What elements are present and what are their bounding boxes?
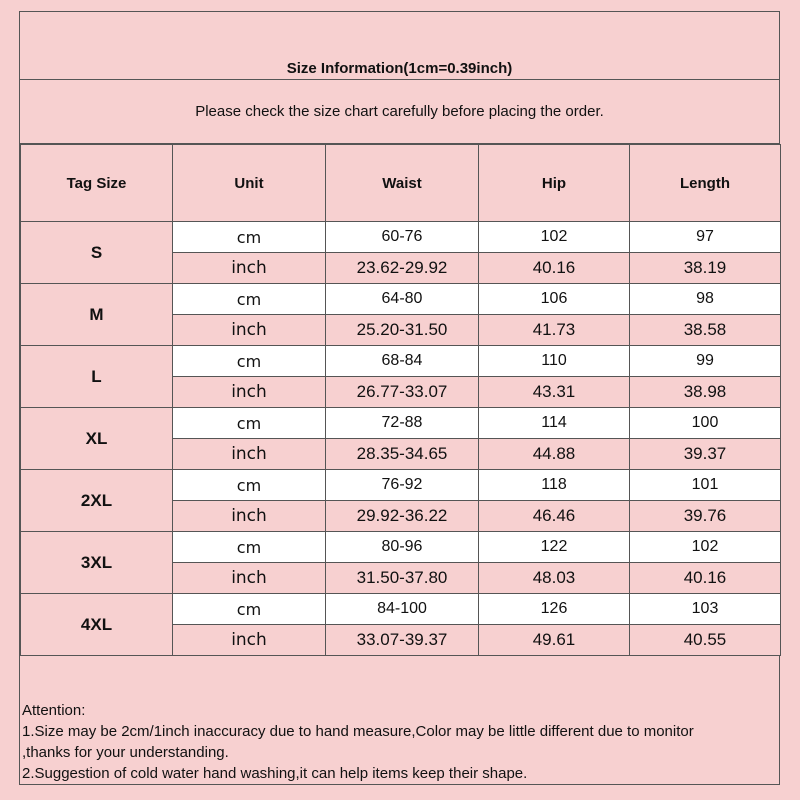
unit-cell: cm [173, 470, 326, 501]
header-length: Length [630, 145, 781, 222]
hip-cell: 110 [479, 346, 630, 377]
waist-cell: 68-84 [326, 346, 479, 377]
tag-size-cell: XL [21, 408, 173, 470]
attention-notes [22, 700, 778, 784]
length-cell: 98 [630, 284, 781, 315]
header-tag-size: Tag Size [21, 145, 173, 222]
length-cell: 103 [630, 594, 781, 625]
length-cell: 39.76 [630, 501, 781, 532]
hip-cell: 46.46 [479, 501, 630, 532]
unit-cell: cm [173, 346, 326, 377]
hip-cell: 102 [479, 222, 630, 253]
waist-cell: 23.62-29.92 [326, 253, 479, 284]
table-row [21, 594, 781, 625]
length-cell: 99 [630, 346, 781, 377]
waist-cell: 76-92 [326, 470, 479, 501]
table-row [21, 284, 781, 315]
length-cell: 40.55 [630, 625, 781, 656]
header-hip: Hip [479, 145, 630, 222]
length-cell: 101 [630, 470, 781, 501]
table-row [21, 532, 781, 563]
length-cell: 38.19 [630, 253, 781, 284]
page-title: Size Information(1cm=0.39inch) [286, 60, 513, 77]
unit-cell: inch [173, 625, 326, 656]
table-row [21, 222, 781, 253]
unit-cell: inch [173, 563, 326, 594]
attention-heading: Attention: [22, 702, 86, 719]
waist-cell: 72-88 [326, 408, 479, 439]
unit-cell: cm [173, 284, 326, 315]
attention-line: ,thanks for your understanding. [22, 744, 229, 761]
notice-text: Please check the size chart carefully before placing the order. [195, 103, 604, 120]
waist-cell: 80-96 [326, 532, 479, 563]
unit-cell: inch [173, 253, 326, 284]
length-cell: 38.58 [630, 315, 781, 346]
waist-cell: 64-80 [326, 284, 479, 315]
title-row [20, 12, 779, 80]
unit-cell: cm [173, 408, 326, 439]
hip-cell: 126 [479, 594, 630, 625]
tag-size-cell: M [21, 284, 173, 346]
hip-cell: 40.16 [479, 253, 630, 284]
unit-cell: inch [173, 439, 326, 470]
hip-cell: 114 [479, 408, 630, 439]
length-cell: 38.98 [630, 377, 781, 408]
header-unit: Unit [173, 145, 326, 222]
length-cell: 102 [630, 532, 781, 563]
waist-cell: 28.35-34.65 [326, 439, 479, 470]
hip-cell: 41.73 [479, 315, 630, 346]
hip-cell: 49.61 [479, 625, 630, 656]
length-cell: 97 [630, 222, 781, 253]
waist-cell: 26.77-33.07 [326, 377, 479, 408]
hip-cell: 44.88 [479, 439, 630, 470]
unit-cell: inch [173, 315, 326, 346]
hip-cell: 118 [479, 470, 630, 501]
waist-cell: 84-100 [326, 594, 479, 625]
tag-size-cell: 3XL [21, 532, 173, 594]
waist-cell: 25.20-31.50 [326, 315, 479, 346]
attention-line: 2.Suggestion of cold water hand washing,it can help items keep their shape. [22, 765, 528, 782]
size-table [20, 144, 781, 656]
waist-cell: 29.92-36.22 [326, 501, 479, 532]
table-header-row [21, 145, 781, 222]
notice-row [20, 80, 779, 144]
hip-cell: 122 [479, 532, 630, 563]
tag-size-cell: 2XL [21, 470, 173, 532]
length-cell: 39.37 [630, 439, 781, 470]
unit-cell: cm [173, 532, 326, 563]
unit-cell: cm [173, 222, 326, 253]
waist-cell: 60-76 [326, 222, 479, 253]
header-waist: Waist [326, 145, 479, 222]
hip-cell: 43.31 [479, 377, 630, 408]
tag-size-cell: 4XL [21, 594, 173, 656]
waist-cell: 31.50-37.80 [326, 563, 479, 594]
waist-cell: 33.07-39.37 [326, 625, 479, 656]
tag-size-cell: L [21, 346, 173, 408]
unit-cell: inch [173, 501, 326, 532]
table-row [21, 408, 781, 439]
hip-cell: 106 [479, 284, 630, 315]
unit-cell: cm [173, 594, 326, 625]
table-row [21, 346, 781, 377]
unit-cell: inch [173, 377, 326, 408]
length-cell: 40.16 [630, 563, 781, 594]
table-row [21, 470, 781, 501]
tag-size-cell: S [21, 222, 173, 284]
size-chart-sheet [19, 11, 780, 785]
attention-line: 1.Size may be 2cm/1inch inaccuracy due to hand measure,Color may be little different due to monitor [22, 723, 694, 740]
hip-cell: 48.03 [479, 563, 630, 594]
length-cell: 100 [630, 408, 781, 439]
